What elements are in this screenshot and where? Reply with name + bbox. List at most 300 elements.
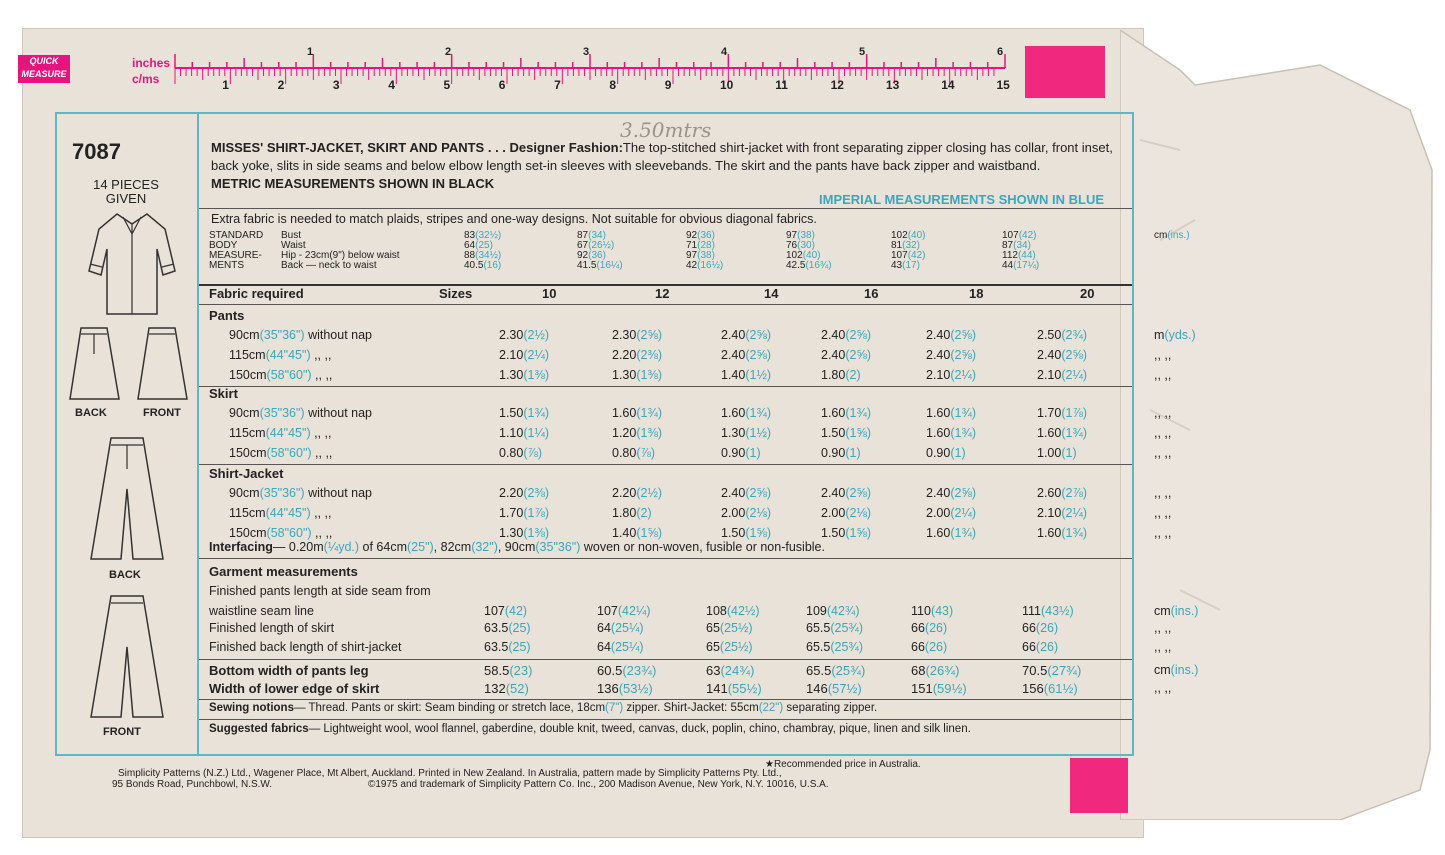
imperial-value: (30): [797, 240, 815, 251]
imperial-value: (1): [950, 446, 966, 460]
ruler-inch-label: 5: [859, 46, 866, 58]
yardage-value: [926, 348, 976, 362]
yardage-value: [1037, 486, 1087, 500]
yardage-value: [612, 368, 662, 382]
body-group-label: MEASURE-: [209, 250, 262, 261]
imperial-value: (25): [508, 640, 531, 654]
imperial-value: (32): [902, 240, 920, 251]
metric-value: 65.5: [806, 663, 832, 678]
ditto-mark: ,, ,,: [1154, 681, 1172, 695]
metric-value: 58.5: [484, 663, 510, 678]
imperial-value: (2¼): [523, 348, 550, 362]
handwritten-note: 3.50mtrs: [620, 118, 712, 142]
garment-value: [597, 604, 651, 618]
imperial-value: (2⅝): [745, 348, 772, 362]
ditto-mark: ,, ,,: [1154, 640, 1172, 654]
metric-value: 97: [686, 250, 698, 261]
ruler-cm-label: 4: [388, 78, 395, 92]
garment-value: [911, 604, 953, 618]
ruler-cm-label: 11: [775, 78, 788, 92]
imperial-value: (2⅞): [1061, 486, 1088, 500]
yardage-value: [721, 406, 771, 420]
metric-value: 63: [706, 663, 721, 678]
notions-text-2: (7"): [605, 702, 624, 714]
imperial-value: (38): [797, 230, 815, 241]
garment-label-1a: Finished pants length at side seam from: [209, 584, 431, 598]
yardage-value: [926, 526, 976, 540]
imperial-value: (43): [930, 604, 954, 618]
metric-value: 1.50: [821, 526, 846, 540]
yardage-value: [499, 328, 549, 342]
metric-value: 66: [1022, 640, 1036, 654]
metric-value: 109: [806, 604, 827, 618]
imperial-value: (2⅝): [950, 328, 977, 342]
garment-value: [911, 681, 967, 696]
imperial-value: (1): [845, 446, 861, 460]
interfacing-label: Interfacing: [209, 540, 273, 554]
width-cm: 90cm: [229, 486, 260, 500]
metric-value: 110: [911, 604, 931, 618]
body-value: [786, 241, 815, 250]
metric-value: 136: [597, 681, 619, 696]
yardage-value: [499, 348, 549, 362]
garment-value: [484, 640, 531, 654]
imperial-value: (1⅜): [523, 526, 550, 540]
imperial-value: (2⅝): [745, 328, 772, 342]
unit-cm: cm: [1154, 663, 1171, 677]
body-value: [786, 261, 832, 270]
imperial-value: (42½): [726, 604, 760, 618]
imperial-value: (1¾): [745, 406, 772, 420]
imperial-value: (43½): [1041, 604, 1074, 618]
size-header: 18: [969, 286, 984, 301]
pattern-number: 7087: [72, 139, 121, 164]
metric-value: 2.40: [821, 328, 846, 342]
imperial-value: (25): [475, 240, 493, 251]
imperial-value: (16½): [697, 260, 724, 271]
fabric-note: Extra fabric is needed to match plaids, stripes and one-way designs. Not suitable for obvious diagonal fabrics.: [211, 212, 817, 226]
pieces-count: [71, 178, 181, 206]
metric-value: 2.40: [721, 486, 746, 500]
imperial-value: (34½): [475, 250, 502, 261]
metric-value: 65.5: [806, 640, 831, 654]
yardage-value: [721, 506, 771, 520]
yardage-value: [499, 506, 549, 520]
garment-label-4: Bottom width of pants leg: [209, 663, 369, 678]
description-1: The top-stitched shirt-jacket with front separating zipper closing has collar, front inset,: [622, 140, 1113, 155]
ditto-mark: ,, ,,: [1154, 348, 1172, 362]
yardage-value: [926, 446, 966, 460]
unit-yds: (yds.): [1164, 328, 1196, 342]
width-cm: 150cm: [229, 526, 267, 540]
metric-value: 1.20: [612, 426, 637, 440]
metric-value: 0.90: [721, 446, 746, 460]
unit-cm: cm: [1154, 604, 1171, 618]
metric-value: 1.00: [1037, 446, 1062, 460]
imperial-value: (1¾): [1061, 526, 1088, 540]
body-group-label: MENTS: [209, 260, 244, 271]
metric-value: 2.40: [926, 348, 951, 362]
width-label: [229, 348, 331, 362]
yardage-value: [721, 426, 771, 440]
metric-value: 1.50: [821, 426, 846, 440]
imperial-heading: IMPERIAL MEASUREMENTS SHOWN IN BLUE: [819, 192, 1105, 207]
width-label: [229, 406, 372, 420]
imperial-value: (2⅝): [950, 348, 977, 362]
body-value: [577, 241, 614, 250]
metric-value: 107: [597, 604, 618, 618]
yardage-value: [821, 506, 871, 520]
pattern-title: MISSES' SHIRT-JACKET, SKIRT AND PANTS . . . Designer Fashion:: [211, 140, 623, 155]
price-note: ★Recommended price in Australia.: [765, 759, 921, 770]
metric-value: 66: [911, 640, 925, 654]
imperial-value: (2½): [523, 328, 550, 342]
garment-value: [1022, 621, 1058, 635]
ruler-cm-label: 3: [332, 78, 340, 92]
metric-heading: METRIC MEASUREMENTS SHOWN IN BLACK: [211, 176, 495, 191]
divider: [199, 464, 1132, 465]
width-cm: 115cm: [229, 506, 266, 520]
metric-value: 63.5: [484, 621, 509, 635]
imperial-value: (2⅝): [845, 486, 872, 500]
imperial-value: (1⅝): [845, 526, 872, 540]
ruler-inch-label: 4: [721, 46, 728, 58]
yardage-value: [721, 348, 771, 362]
metric-value: 1.10: [499, 426, 524, 440]
width-note: ,, ,,: [311, 368, 333, 382]
ditto-mark: ,, ,,: [1154, 486, 1172, 500]
width-label: [229, 506, 331, 520]
metric-value: 2.60: [1037, 486, 1062, 500]
width-cm: 115cm: [229, 348, 266, 362]
section-label: Shirt-Jacket: [209, 466, 284, 481]
notions-text-1: — Thread. Pants or skirt: Seam binding or stretch lace, 18cm: [293, 702, 606, 714]
imperial-value: (42): [504, 604, 528, 618]
metric-value: 2.40: [926, 486, 951, 500]
notions-text-5: separating zipper.: [783, 702, 878, 714]
imperial-value: (2⅛): [845, 506, 872, 520]
imperial-value: (16): [483, 260, 502, 271]
garment-value: [1022, 640, 1058, 654]
imperial-value: (⅞): [636, 446, 656, 460]
metric-value: 1.60: [721, 406, 746, 420]
imperial-value: (42): [907, 250, 926, 261]
ruler-cm-label: 13: [885, 78, 900, 92]
yardage-value: [721, 526, 771, 540]
metric-value: 0.80: [612, 446, 637, 460]
width-label: [229, 328, 372, 342]
yardage-value: [1037, 348, 1087, 362]
ditto-mark: ,, ,,: [1154, 506, 1172, 520]
imperial-value: (34): [588, 230, 606, 241]
imperial-value: (27¾): [1047, 663, 1082, 678]
metric-value: 132: [484, 681, 506, 696]
metric-value: 111: [1022, 604, 1042, 618]
metric-value: 1.70: [499, 506, 524, 520]
divider: [199, 558, 1132, 559]
imperial-value: (26): [924, 640, 948, 654]
imperial-value: (42¼): [617, 604, 651, 618]
imperial-value: (36): [697, 230, 715, 241]
garment-value: [706, 640, 753, 654]
body-value: [686, 241, 715, 250]
body-group-label: STANDARD: [209, 230, 264, 241]
width-in: (35"36"): [259, 328, 305, 342]
width-in: (44"45"): [265, 348, 311, 362]
metric-value: 1.60: [926, 406, 951, 420]
width-label: [229, 526, 332, 540]
unit-ins: (ins.): [1167, 230, 1190, 241]
imperial-value: (1⅝): [636, 526, 663, 540]
yardage-value: [1037, 506, 1087, 520]
interfacing-line: [209, 540, 825, 554]
width-note: without nap: [304, 406, 373, 420]
metric-value: 2.40: [721, 328, 746, 342]
body-value: [577, 261, 623, 270]
metric-value: 0.80: [499, 446, 524, 460]
interfacing-text-4: (25"): [407, 540, 434, 554]
imperial-value: (59½): [932, 681, 967, 696]
metric-value: 60.5: [597, 663, 623, 678]
metric-value: 65: [706, 621, 720, 635]
yardage-value: [499, 368, 549, 382]
notions-label: Sewing notions: [209, 702, 294, 714]
imperial-value: (2¼): [1061, 368, 1088, 382]
interfacing-text-1: — 0.20m: [272, 540, 324, 554]
metric-value: 65.5: [806, 621, 831, 635]
metric-value: 102: [786, 250, 803, 261]
metric-value: 107: [1002, 230, 1019, 241]
imperial-value: (2⅜): [523, 486, 550, 500]
metric-value: 63.5: [484, 640, 509, 654]
ruler-cm-label: 2: [277, 78, 285, 92]
divider: [199, 719, 1132, 720]
body-value: [464, 251, 501, 260]
body-value: [891, 241, 920, 250]
metric-value: 107: [484, 604, 505, 618]
pink-corner-bottom: [1070, 758, 1128, 813]
imperial-value: (52): [505, 681, 529, 696]
ditto-mark: ,, ,,: [1154, 406, 1172, 420]
imperial-value: (1½): [745, 426, 772, 440]
yardage-value: [612, 406, 662, 420]
imperial-value: (1): [745, 446, 761, 460]
width-in: (58"60"): [266, 368, 312, 382]
body-value: [686, 251, 715, 260]
size-header: 20: [1080, 286, 1095, 301]
imperial-value: (25¼): [610, 640, 644, 654]
metric-value: 2.40: [1037, 348, 1062, 362]
title-line: [211, 140, 1113, 155]
imperial-value: (1¾): [636, 406, 663, 420]
metric-value: 141: [706, 681, 728, 696]
metric-value: 2.30: [499, 328, 524, 342]
garment-label-2: Finished length of skirt: [209, 621, 335, 635]
metric-value: 1.60: [821, 406, 846, 420]
size-header: 14: [764, 286, 779, 301]
imperial-value: (16¾): [805, 260, 832, 271]
metric-value: 87: [1002, 240, 1014, 251]
yardage-value: [612, 446, 655, 460]
unit-ins: (ins.): [1170, 663, 1199, 677]
metric-value: 2.40: [821, 486, 846, 500]
divider: [199, 386, 1132, 387]
yardage-value: [499, 486, 549, 500]
pattern-details-box: [55, 112, 1199, 756]
metric-value: 1.80: [612, 506, 637, 520]
metric-value: 1.30: [499, 368, 524, 382]
imperial-value: (25½): [719, 621, 753, 635]
imperial-value: (16¼): [596, 260, 623, 271]
imperial-value: (1⅜): [636, 368, 663, 382]
imperial-value: (25¾): [830, 640, 863, 654]
shirt-jacket-sketch: [87, 209, 177, 319]
metric-value: 66: [1022, 621, 1036, 635]
imperial-value: (2): [636, 506, 652, 520]
imperial-value: (⅞): [523, 446, 543, 460]
metric-value: 43: [891, 260, 903, 271]
width-note: ,, ,,: [310, 426, 332, 440]
imperial-value: (1⅞): [523, 506, 550, 520]
imperial-value: (26½): [588, 240, 615, 251]
yardage-value: [499, 426, 549, 440]
imperial-value: (2⅝): [1061, 348, 1088, 362]
ruler-inch-label: 1: [307, 46, 314, 58]
metric-value: 0.90: [821, 446, 846, 460]
envelope-flap: [1120, 30, 1440, 820]
metric-value: 68: [911, 663, 926, 678]
interfacing-text-2: (¼yd.): [323, 540, 360, 554]
body-value: [464, 261, 501, 270]
garment-value: [706, 621, 753, 635]
garment-value: [597, 640, 644, 654]
garment-value: [1022, 681, 1078, 696]
yardage-value: [721, 486, 771, 500]
metric-value: 81: [891, 240, 903, 251]
yardage-value: [721, 446, 761, 460]
imperial-value: (34): [1013, 240, 1031, 251]
width-label: [229, 426, 331, 440]
yardage-value: [1037, 328, 1087, 342]
metric-value: 2.20: [612, 348, 637, 362]
metric-value: 2.40: [926, 328, 951, 342]
imperial-value: (2⅝): [845, 328, 872, 342]
ruler-cm-label: 9: [664, 78, 672, 92]
quick-measure-badge: QUICK MEASURE: [18, 55, 70, 83]
notions-text-4: (22"): [758, 702, 784, 714]
metric-value: 2.50: [1037, 328, 1062, 342]
metric-value: 87: [577, 230, 589, 241]
garment-value: [911, 663, 959, 678]
metric-value: 151: [911, 681, 933, 696]
skirt-back-sketch: [67, 324, 122, 404]
unit-m: m: [1154, 328, 1165, 342]
metric-value: 102: [891, 230, 908, 241]
metric-value: 108: [706, 604, 727, 618]
imperial-value: (1): [1061, 446, 1077, 460]
width-in: (58"60"): [266, 446, 312, 460]
divider: [199, 304, 1132, 305]
sketch-label-front-2: FRONT: [103, 726, 141, 738]
unit-cm: cm: [1154, 230, 1168, 241]
yardage-value: [926, 368, 976, 382]
yardage-value: [926, 406, 976, 420]
metric-value: 1.50: [721, 526, 746, 540]
fabrics-text: — Lightweight wool, wool flannel, gaberdine, double knit, tweed, canvas, duck, poplin, chino, chambray, pique, linen and silk linen.: [308, 723, 971, 735]
yardage-value: [821, 348, 871, 362]
imperial-value: (1¾): [523, 406, 550, 420]
divider: [199, 659, 1132, 660]
yardage-value: [1037, 406, 1087, 420]
metric-value: 42.5: [786, 260, 806, 271]
width-note: without nap: [304, 328, 373, 342]
yardage-value: [821, 426, 871, 440]
body-value: [1002, 261, 1039, 270]
yardage-value: [612, 486, 662, 500]
imperial-value: (57½): [827, 681, 862, 696]
body-value: [464, 241, 493, 250]
body-row-label: Hip - 23cm(9") below waist: [281, 250, 400, 261]
width-in: (35"36"): [259, 406, 305, 420]
body-value: [891, 251, 925, 260]
metric-value: 70.5: [1022, 663, 1048, 678]
metric-value: 2.20: [499, 486, 524, 500]
garment-value: [484, 681, 529, 696]
metric-value: 2.10: [499, 348, 524, 362]
section-label: Pants: [209, 308, 245, 323]
garment-label-3: Finished back length of shirt-jacket: [209, 640, 402, 654]
body-row-label: Waist: [281, 240, 306, 251]
metric-value: 97: [786, 230, 798, 241]
imperial-value: (2⅝): [745, 486, 772, 500]
garment-label-1b: waistline seam line: [209, 604, 314, 618]
metric-value: 0.90: [926, 446, 951, 460]
width-label: [229, 486, 372, 500]
width-cm: 90cm: [229, 328, 260, 342]
ruler-cm-label: 14: [941, 78, 955, 92]
imperial-value: (2¼): [1061, 506, 1088, 520]
sizes-label: Sizes: [439, 286, 473, 301]
yardage-value: [612, 426, 662, 440]
imperial-value: (1¼): [523, 426, 550, 440]
imperial-value: (26¾): [925, 663, 960, 678]
width-cm: 150cm: [229, 368, 267, 382]
unit-label: [1154, 663, 1198, 677]
imperial-value: (25¼): [610, 621, 644, 635]
yardage-value: [821, 328, 871, 342]
ruler-cm-label: 15: [996, 78, 1010, 92]
sidebar: [57, 114, 199, 754]
imperial-value: (28): [697, 240, 715, 251]
ruler-inch-label: 2: [445, 46, 452, 58]
metric-value: 2.00: [721, 506, 746, 520]
metric-value: 92: [686, 230, 698, 241]
unit-ins: (ins.): [1170, 604, 1199, 618]
imperial-value: (25½): [719, 640, 753, 654]
footer-line-3: ©1975 and trademark of Simplicity Pattern Co. Inc., 200 Madison Avenue, New York, N.Y. 10016, U.S.A.: [368, 779, 829, 790]
width-note: ,, ,,: [310, 506, 332, 520]
ruler-unit-inches: inches: [132, 56, 171, 70]
yardage-value: [721, 328, 771, 342]
imperial-value: (2⅛): [745, 506, 772, 520]
yardage-value: [612, 348, 662, 362]
interfacing-text-9: woven or non-woven, fusible or non-fusible.: [580, 540, 825, 554]
body-value: [891, 261, 920, 270]
metric-value: 2.40: [721, 348, 746, 362]
yardage-value: [821, 368, 861, 382]
body-value: [577, 231, 606, 240]
metric-value: 1.40: [612, 526, 637, 540]
